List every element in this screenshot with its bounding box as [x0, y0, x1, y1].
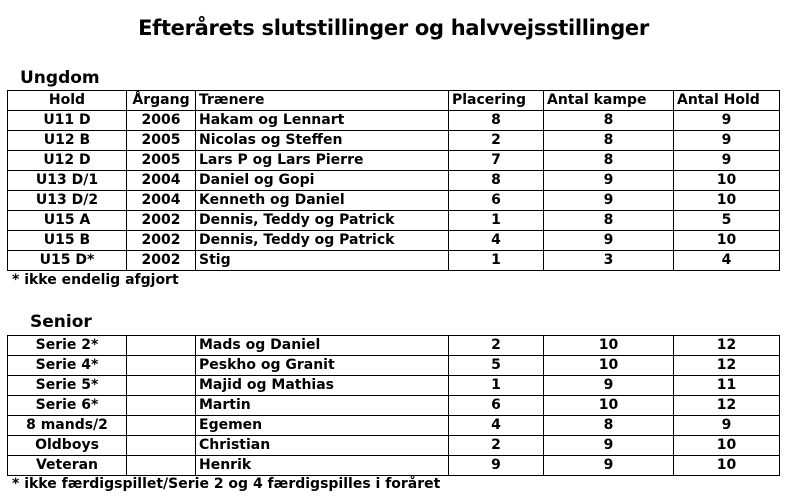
table-row: [8, 356, 780, 376]
cell-argang: 2004: [127, 171, 196, 191]
cell-antal-kampe: 8: [544, 211, 674, 231]
cell-hold: U12 D: [8, 151, 127, 171]
cell-hold: U12 B: [8, 131, 127, 151]
cell-placering: 6: [449, 191, 544, 211]
cell-antal-hold: 9: [674, 111, 780, 131]
header-hold: Hold: [8, 91, 127, 111]
cell-argang: 2002: [127, 251, 196, 271]
cell-antal-hold: 10: [674, 191, 780, 211]
cell-placering: 2: [449, 336, 544, 356]
table-row: [8, 191, 780, 211]
senior-section-heading: Senior: [30, 312, 92, 332]
cell-hold: Oldboys: [8, 436, 127, 456]
table-row: [8, 376, 780, 396]
cell-traenere: Majid og Mathias: [196, 376, 449, 396]
cell-traenere: Lars P og Lars Pierre: [196, 151, 449, 171]
cell-antal-kampe: 8: [544, 416, 674, 436]
cell-antal-kampe: 9: [544, 436, 674, 456]
cell-placering: 4: [449, 231, 544, 251]
cell-placering: 6: [449, 396, 544, 416]
cell-hold: U15 A: [8, 211, 127, 231]
cell-antal-kampe: 9: [544, 376, 674, 396]
cell-argang: [127, 336, 196, 356]
cell-traenere: Christian: [196, 436, 449, 456]
cell-argang: [127, 396, 196, 416]
cell-antal-hold: 10: [674, 171, 780, 191]
cell-hold: Serie 2*: [8, 336, 127, 356]
cell-placering: 9: [449, 456, 544, 476]
table-row: [8, 251, 780, 271]
cell-argang: 2002: [127, 231, 196, 251]
cell-antal-hold: 4: [674, 251, 780, 271]
table-row: [8, 151, 780, 171]
cell-antal-hold: 11: [674, 376, 780, 396]
cell-antal-hold: 10: [674, 456, 780, 476]
table-row: [8, 231, 780, 251]
cell-antal-kampe: 10: [544, 396, 674, 416]
cell-antal-kampe: 9: [544, 231, 674, 251]
cell-hold: Serie 6*: [8, 396, 127, 416]
table-header-row: [8, 91, 780, 111]
cell-traenere: Dennis, Teddy og Patrick: [196, 211, 449, 231]
cell-placering: 1: [449, 211, 544, 231]
cell-traenere: Peskho og Granit: [196, 356, 449, 376]
table-row: [8, 171, 780, 191]
cell-hold: U11 D: [8, 111, 127, 131]
table-row: [8, 456, 780, 476]
cell-hold: Veteran: [8, 456, 127, 476]
cell-placering: 4: [449, 416, 544, 436]
cell-hold: U13 D/1: [8, 171, 127, 191]
cell-antal-kampe: 3: [544, 251, 674, 271]
cell-placering: 5: [449, 356, 544, 376]
youth-section-heading: Ungdom: [20, 68, 100, 88]
cell-argang: [127, 436, 196, 456]
cell-hold: U15 D*: [8, 251, 127, 271]
youth-footnote: * ikke endelig afgjort: [12, 272, 179, 288]
cell-antal-kampe: 8: [544, 151, 674, 171]
cell-argang: 2004: [127, 191, 196, 211]
cell-placering: 2: [449, 131, 544, 151]
cell-antal-kampe: 10: [544, 356, 674, 376]
cell-antal-kampe: 8: [544, 131, 674, 151]
cell-traenere: Dennis, Teddy og Patrick: [196, 231, 449, 251]
table-row: [8, 396, 780, 416]
cell-traenere: Mads og Daniel: [196, 336, 449, 356]
cell-traenere: Stig: [196, 251, 449, 271]
cell-argang: 2006: [127, 111, 196, 131]
header-placering: Placering: [449, 91, 544, 111]
cell-antal-hold: 12: [674, 356, 780, 376]
cell-argang: [127, 356, 196, 376]
cell-hold: Serie 5*: [8, 376, 127, 396]
cell-antal-hold: 10: [674, 231, 780, 251]
cell-argang: [127, 416, 196, 436]
cell-placering: 1: [449, 376, 544, 396]
table-row: [8, 131, 780, 151]
table-row: [8, 111, 780, 131]
cell-traenere: Egemen: [196, 416, 449, 436]
cell-argang: 2005: [127, 131, 196, 151]
cell-antal-hold: 12: [674, 396, 780, 416]
cell-antal-hold: 12: [674, 336, 780, 356]
cell-placering: 1: [449, 251, 544, 271]
cell-antal-kampe: 9: [544, 191, 674, 211]
cell-argang: [127, 376, 196, 396]
page-title: Efterårets slutstillinger og halvvejsstillinger: [138, 16, 649, 40]
cell-placering: 2: [449, 436, 544, 456]
cell-hold: Serie 4*: [8, 356, 127, 376]
cell-antal-hold: 9: [674, 151, 780, 171]
cell-placering: 8: [449, 111, 544, 131]
cell-antal-kampe: 9: [544, 171, 674, 191]
header-argang: Årgang: [127, 91, 196, 111]
cell-antal-hold: 5: [674, 211, 780, 231]
table-row: [8, 336, 780, 356]
cell-traenere: Martin: [196, 396, 449, 416]
cell-traenere: Hakam og Lennart: [196, 111, 449, 131]
youth-standings-table: [7, 90, 780, 271]
senior-standings-table: [7, 335, 780, 476]
cell-argang: 2005: [127, 151, 196, 171]
cell-argang: [127, 456, 196, 476]
table-row: [8, 436, 780, 456]
header-antal-kampe: Antal kampe: [544, 91, 674, 111]
cell-antal-kampe: 9: [544, 456, 674, 476]
cell-antal-hold: 10: [674, 436, 780, 456]
cell-placering: 7: [449, 151, 544, 171]
cell-antal-kampe: 10: [544, 336, 674, 356]
cell-argang: 2002: [127, 211, 196, 231]
cell-antal-hold: 9: [674, 131, 780, 151]
cell-antal-kampe: 8: [544, 111, 674, 131]
cell-antal-hold: 9: [674, 416, 780, 436]
cell-hold: 8 mands/2: [8, 416, 127, 436]
table-row: [8, 211, 780, 231]
cell-traenere: Daniel og Gopi: [196, 171, 449, 191]
cell-traenere: Nicolas og Steffen: [196, 131, 449, 151]
cell-traenere: Kenneth og Daniel: [196, 191, 449, 211]
senior-footnote: * ikke færdigspillet/Serie 2 og 4 færdigspilles i foråret: [12, 476, 441, 492]
header-traenere: Trænere: [196, 91, 449, 111]
cell-hold: U15 B: [8, 231, 127, 251]
cell-hold: U13 D/2: [8, 191, 127, 211]
header-antal-hold: Antal Hold: [674, 91, 780, 111]
cell-placering: 8: [449, 171, 544, 191]
table-row: [8, 416, 780, 436]
cell-traenere: Henrik: [196, 456, 449, 476]
